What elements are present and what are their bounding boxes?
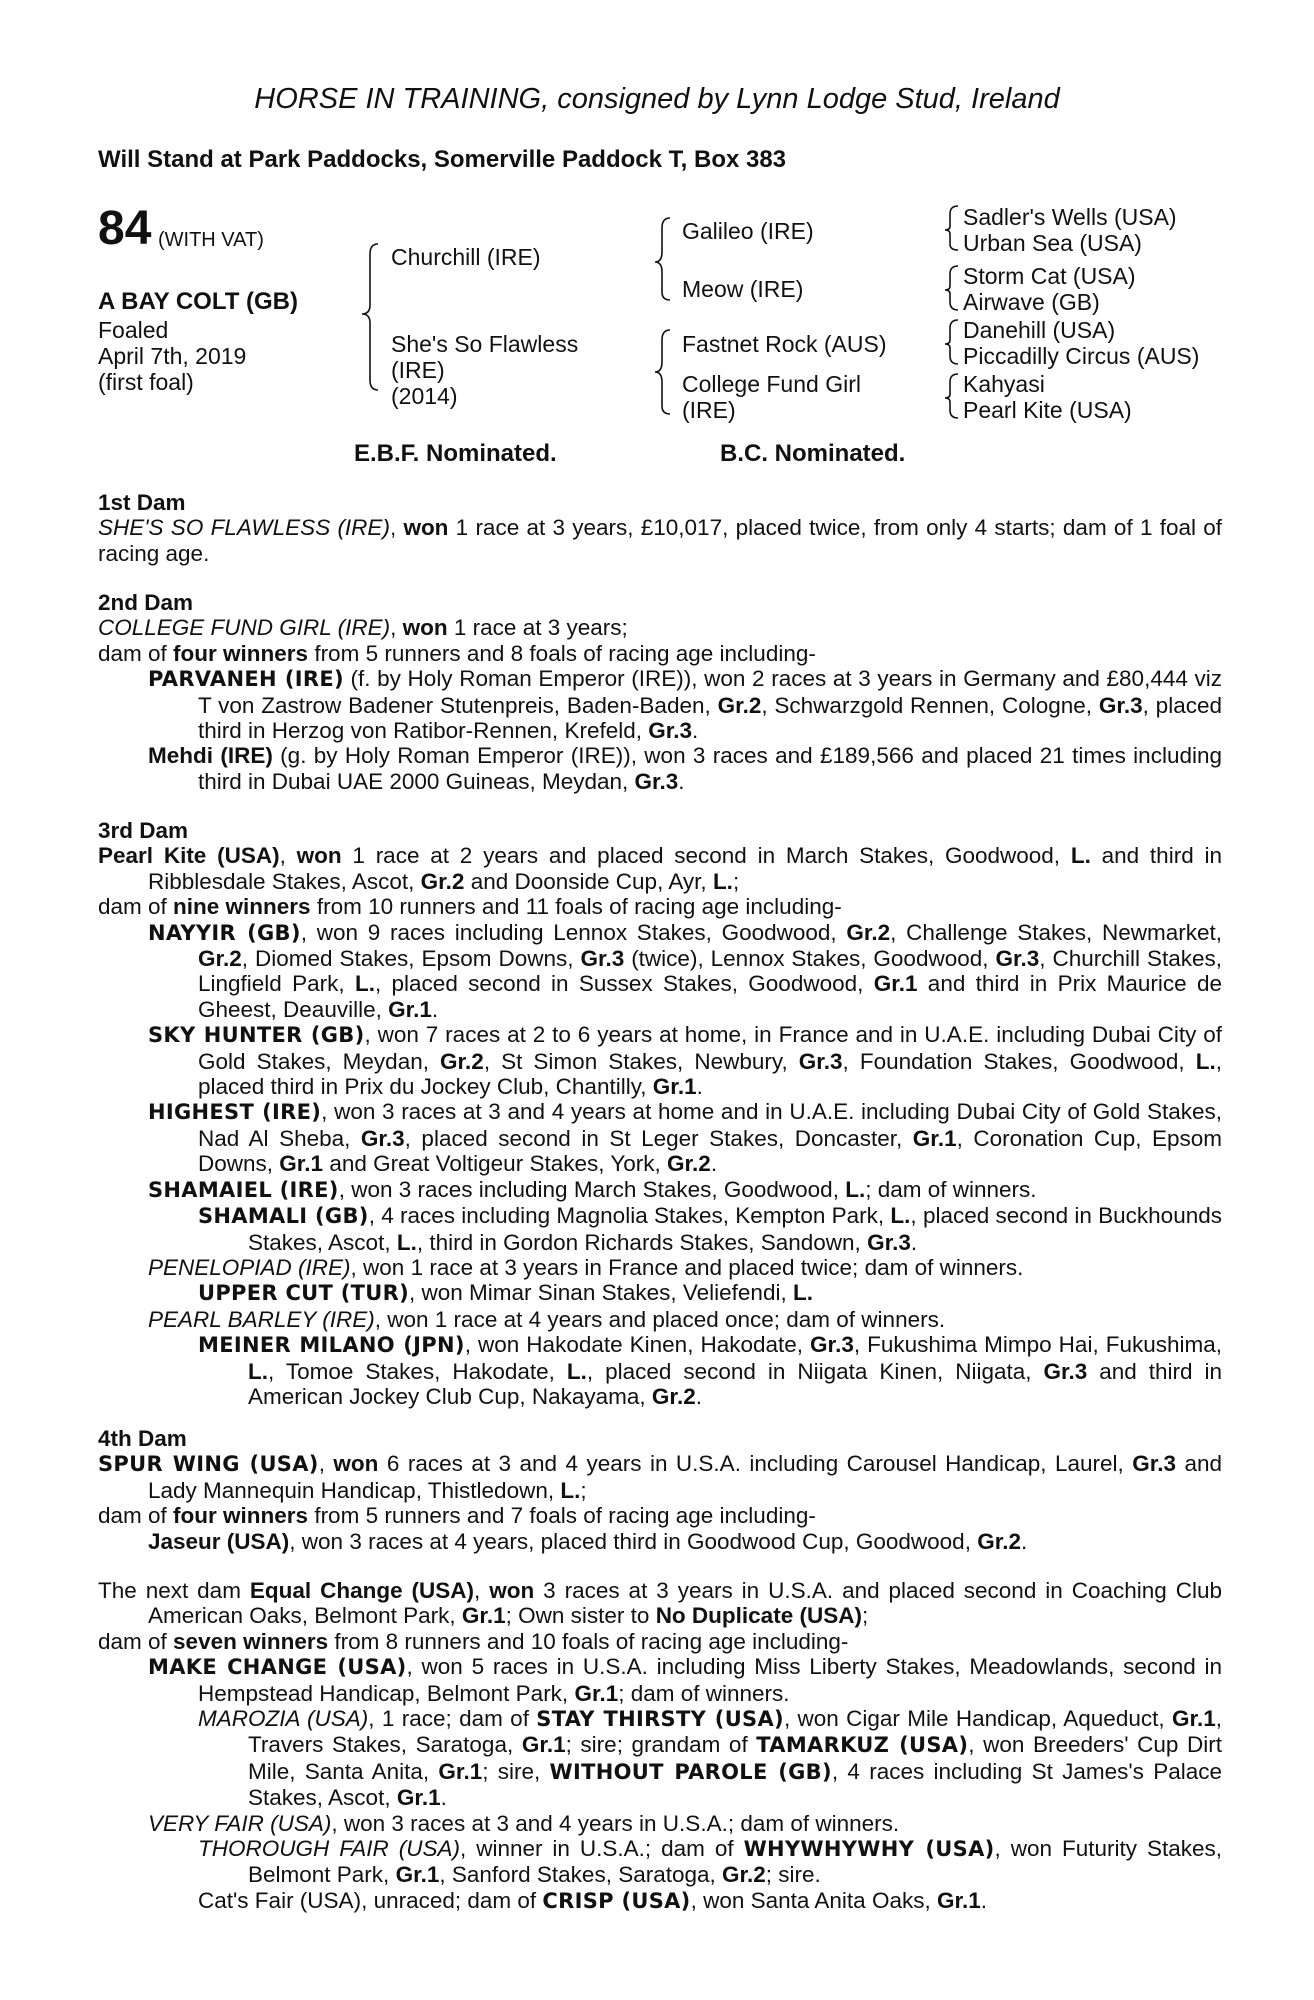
produce-name: CRISP (USA): [542, 1888, 691, 1913]
grade: Gr.2: [667, 1151, 711, 1177]
next-dam-intro: The next dam: [98, 1578, 250, 1603]
second-dam-won: won: [402, 615, 448, 641]
produce-shamaiel: [98, 1177, 1222, 1203]
fourth-dam-of-suffix: from 5 runners and 7 foals of racing age including-: [308, 1503, 816, 1529]
second-dam-of-suffix: from 5 runners and 8 foals of racing age including-: [308, 640, 816, 666]
fourth-dam-winners: four winners: [173, 1503, 309, 1529]
produce-parvaneh: [98, 666, 1222, 743]
fourth-dam-won: won: [333, 1451, 379, 1477]
produce-name: SKY HUNTER (GB): [148, 1023, 365, 1048]
produce-name: PEARL BARLEY (IRE): [148, 1306, 375, 1332]
pedigree-brace-gen3-3: [945, 320, 958, 364]
produce-text: , won Santa Anita Oaks,: [690, 1887, 937, 1913]
pedigree-sire: Churchill (IRE): [391, 244, 541, 270]
produce-text: and third in Prix Maurice de Gheest, Deauville,: [198, 971, 1222, 1022]
fourth-dam-text: and Lady Mannequin Handicap, Thistledown,: [148, 1451, 1222, 1503]
produce-name: NAYYIR (GB): [148, 920, 301, 945]
pedigree-sire-sire: Galileo (IRE): [682, 218, 814, 244]
produce-name: PARVANEH (IRE): [148, 667, 344, 692]
first-dam-name: SHE'S SO FLAWLESS (IRE): [98, 515, 390, 541]
grade: Gr.2: [440, 1048, 484, 1074]
pedigree-brace-gen3-2: [945, 266, 958, 310]
fourth-dam-of-prefix: dam of: [98, 1503, 174, 1529]
third-dam-section: 3rd Dam Pearl Kite (USA), won 1 race at 2 years and placed second in March Stakes, Goodwood, L. and third in Ribblesdale Stakes, Ascot, Gr.2 and Doonside Cup, Ayr, L.; dam of nine winners from 10 runners and 11 foals of racing age including- NAYYIR (GB), won 9 races including Lennox Stakes, Goodwood, Gr.2, Challenge Stakes, Newmarket, Gr.2, Diomed Stakes, Epsom Downs, Gr.3 (twice), Lennox Stakes, Goodwood, Gr.3, Churchill Stakes, Lingfield Park, L., placed second in Sussex Stakes, Goodwood, Gr.1 and third in Prix Maurice de Gheest, Deauville, Gr.1. SKY HUNTER (GB), won 7 races at 2 to 6 years at home, in France and in U.A.E. including Dubai City of Gold Stakes, Meydan, Gr.2, St Simon Stakes, Newbury, Gr.3, Foundation Stakes, Goodwood, L., placed third in Prix du Jockey Club, Chantilly, Gr.1. HIGHEST (IRE), won 3 races at 3 and 4 years at home and in U.A.E. including Dubai City of Gold Stakes, Nad Al Sheba, Gr.3, placed second in St Leger Stakes, Doncaster, Gr.1, Coronation Cup, Epsom Downs, Gr.1 and Great Voltigeur Stakes, York, Gr.2. SHAMAIEL (IRE), won 3 races including March Stakes, Goodwood, L.; dam of winners. SHAMALI (GB), 4 races including Magnolia Stakes, Kempton Park, L., placed second in Buckhounds Stakes, Ascot, L., third in Gordon Richards Stakes, Sandown, Gr.3. PENELOPIAD (IRE), won 1 race at 3 years in France and placed twice; dam of winners. UPPER CUT (TUR), won Mimar Sinan Stakes, Veliefendi, L. PEARL BARLEY (IRE), won 1 race at 4 years and placed once; dam of winners. MEINER MILANO (JPN), won Hakodate Kinen, Hakodate, Gr.3, Fukushima Mimpo Hai, Fukushima, L., Tomoe Stakes, Hakodate, L., placed second in Niigata Kinen, Niigata, Gr.3 and third in American Jockey Club Cup, Nakayama, Gr.2.: [98, 818, 1223, 1409]
pedigree-gen3-4: Airwave (GB): [963, 289, 1100, 315]
produce-text: , won 7 races at 2 to 6 years at home, in France and in U.A.E. including Dubai City of Gold Stakes, Meydan,: [198, 1022, 1222, 1074]
produce-thorough-fair: [98, 1836, 1222, 1888]
grade: Gr.1: [521, 1732, 566, 1758]
produce-text: (g. by Holy Roman Emperor (IRE)), won 3 races and £189,566 and placed 21 times including third in Dubai UAE 2000 Guineas, Meydan,: [198, 743, 1222, 794]
produce-name: WHYWHYWHY (USA): [743, 1837, 995, 1862]
pedigree-brace-gen3-1: [945, 206, 958, 250]
produce-text: , placed third in Prix du Jockey Club, Chantilly,: [198, 1048, 1222, 1100]
produce-name: TAMARKUZ (USA): [756, 1733, 969, 1758]
fourth-dam-name: SPUR WING (USA): [98, 1452, 319, 1477]
next-dam-of-prefix: dam of: [98, 1628, 174, 1654]
second-dam-name: COLLEGE FUND GIRL (IRE): [98, 615, 391, 641]
second-dam-of-prefix: dam of: [98, 640, 174, 666]
grade: Gr.1: [396, 1785, 441, 1811]
produce-text: ; sire.: [765, 1862, 821, 1888]
fourth-dam-section: 4th Dam SPUR WING (USA), won 6 races at 3 and 4 years in U.S.A. including Carousel Handicap, Laurel, Gr.3 and Lady Mannequin Handicap, Thistledown, L.; dam of four winners from 5 runners and 7 foals of racing age including- Jaseur (USA), won 3 races at 4 years, placed third in Goodwood Cup, Goodwood, Gr.2.: [98, 1426, 1222, 1554]
produce-text: ; dam of winners.: [618, 1680, 790, 1706]
produce-name: SHAMAIEL (IRE): [148, 1177, 339, 1202]
produce-text: , won 3 races at 3 and 4 years in U.S.A.; dam of winners.: [331, 1810, 900, 1836]
pedigree-dam-line3: (2014): [391, 383, 458, 409]
produce-text: .: [692, 718, 699, 744]
produce-text: .: [696, 1074, 703, 1100]
produce-text: , Foundation Stakes, Goodwood,: [842, 1048, 1196, 1074]
third-dam-of-suffix: from 10 runners and 11 foals of racing age including-: [310, 894, 842, 920]
pedigree-dam-dam-line1: College Fund Girl: [682, 371, 861, 397]
first-dam-won: won: [403, 515, 449, 541]
page-title: HORSE IN TRAINING, consigned by Lynn Lodge Stud, Ireland: [254, 83, 1060, 115]
grade: Gr.2: [977, 1528, 1021, 1554]
grade: Gr.3: [1043, 1358, 1088, 1384]
foaled-date: April 7th, 2019: [98, 343, 247, 369]
pedigree-gen3-7: Kahyasi: [963, 371, 1045, 397]
produce-make-change: [98, 1654, 1222, 1706]
produce-name: THOROUGH FAIR (USA): [198, 1836, 460, 1862]
grade: Gr.1: [1171, 1706, 1216, 1732]
fourth-dam-heading: 4th Dam: [98, 1426, 187, 1451]
first-dam-text: 1 race at 3 years, £10,017, placed twice, from only 4 starts; dam of 1 foal of racing age.: [98, 515, 1222, 566]
pedigree-gen3-6: Piccadilly Circus (AUS): [963, 343, 1200, 369]
lot-description: A BAY COLT (GB): [98, 288, 299, 315]
produce-text: (f. by Holy Roman Emperor (IRE)), won 2 races at 3 years in Germany and £80,444 viz T von Zastrow Badener Stutenpreis, Baden-Baden,: [198, 666, 1222, 718]
produce-penelopiad: [98, 1255, 1222, 1280]
grade: Gr.1: [438, 1758, 483, 1784]
produce-text: , Diomed Stakes, Epsom Downs,: [241, 946, 581, 972]
grade: Gr.2: [651, 1383, 696, 1409]
grade: Gr.1: [388, 996, 432, 1022]
third-dam-text: ;: [732, 868, 740, 894]
produce-name: UPPER CUT (TUR): [198, 1281, 410, 1306]
pedigree-gen3-3: Storm Cat (USA): [963, 263, 1136, 289]
grade: Gr.3: [1098, 692, 1143, 718]
produce-very-fair: [98, 1811, 1222, 1836]
next-dam-text: 3 races at 3 years in U.S.A. and placed second in Coaching Club American Oaks, Belmont Park,: [148, 1578, 1222, 1629]
grade: L.: [396, 1229, 417, 1255]
next-dam-of-suffix: from 8 runners and 10 foals of racing age including-: [328, 1628, 849, 1654]
produce-name: MAROZIA (USA): [198, 1706, 369, 1732]
pedigree-gen3-2: Urban Sea (USA): [963, 230, 1142, 256]
grade: Gr.1: [873, 971, 918, 997]
grade: Gr.3: [634, 768, 679, 794]
grade: Gr.3: [360, 1125, 405, 1151]
vat-label: (WITH VAT): [158, 229, 264, 251]
third-dam-text: and third in Ribblesdale Stakes, Ascot,: [148, 843, 1222, 894]
grade: Gr.1: [652, 1074, 697, 1100]
pedigree-brace-sire: [655, 218, 670, 300]
produce-meiner-milano: [98, 1332, 1222, 1409]
first-foal-note: (first foal): [98, 369, 194, 395]
produce-sky-hunter: [98, 1022, 1222, 1099]
grade: L.: [1070, 843, 1091, 869]
produce-text: , winner in U.S.A.; dam of: [459, 1836, 744, 1862]
produce-name: HIGHEST (IRE): [148, 1100, 322, 1125]
produce-text: , won Cigar Mile Handicap, Aqueduct,: [783, 1706, 1172, 1732]
produce-shamali: [98, 1203, 1222, 1255]
grade: Gr.1: [395, 1862, 440, 1888]
produce-text: ; sire,: [482, 1758, 550, 1784]
produce-pearl-barley: [98, 1307, 1222, 1332]
produce-text: , placed second in Buckhounds Stakes, Ascot,: [248, 1203, 1222, 1255]
produce-text: , Tomoe Stakes, Hakodate,: [268, 1358, 567, 1384]
pedigree-brace-gen3-4: [945, 374, 958, 418]
produce-upper-cut: [98, 1280, 1222, 1306]
grade: L.: [712, 868, 733, 894]
produce-text: , Travers Stakes, Saratoga,: [248, 1706, 1222, 1758]
produce-text: , won Mimar Sinan Stakes, Veliefendi,: [409, 1280, 793, 1306]
produce-text: , 4 races including St James's Palace Stakes, Ascot,: [248, 1758, 1222, 1811]
grade: L.: [248, 1358, 268, 1384]
produce-text: , won Breeders' Cup Dirt Mile, Santa Anita,: [248, 1732, 1222, 1784]
produce-text: , Sanford Stakes, Saratoga,: [439, 1862, 723, 1888]
fourth-dam-text: 6 races at 3 and 4 years in U.S.A. including Carousel Handicap, Laurel,: [378, 1451, 1133, 1477]
produce-highest: [98, 1099, 1222, 1176]
grade: L.: [792, 1280, 813, 1306]
second-dam-section: 2nd Dam COLLEGE FUND GIRL (IRE), won 1 race at 3 years; dam of four winners from 5 runners and 8 foals of racing age including- PARVANEH (IRE) (f. by Holy Roman Emperor (IRE)), won 2 races at 3 years in Germany and £80,444 viz T von Zastrow Badener Stutenpreis, Baden-Baden, Gr.2, Schwarzgold Rennen, Cologne, Gr.3, placed third in Herzog von Ratibor-Rennen, Krefeld, Gr.3. Mehdi (IRE) (g. by Holy Roman Emperor (IRE)), won 3 races and £189,566 and placed 21 times including third in Dubai UAE 2000 Guineas, Meydan, Gr.3.: [98, 590, 1222, 794]
produce-text: , unraced; dam of: [361, 1887, 543, 1913]
produce-text: , Schwarzgold Rennen, Cologne,: [761, 692, 1099, 718]
pedigree-gen3-1: Sadler's Wells (USA): [963, 204, 1177, 230]
produce-text: , won 9 races including Lennox Stakes, Goodwood,: [300, 919, 847, 945]
pedigree-dam-sire: Fastnet Rock (AUS): [682, 331, 887, 357]
third-dam-text: and Doonside Cup, Ayr,: [464, 868, 713, 894]
produce-text: , Fukushima Mimpo Hai, Fukushima,: [853, 1332, 1222, 1358]
produce-name: Jaseur (USA): [148, 1528, 290, 1554]
produce-mehdi: [98, 743, 1222, 794]
produce-text: .: [910, 1229, 918, 1255]
produce-nayyir: [98, 920, 1222, 1023]
third-dam-of-prefix: dam of: [98, 894, 174, 920]
produce-text: (twice), Lennox Stakes, Goodwood,: [624, 946, 996, 972]
grade: L.: [890, 1203, 911, 1229]
produce-text: , placed second in St Leger Stakes, Doncaster,: [404, 1125, 913, 1151]
produce-text: , Challenge Stakes, Newmarket,: [890, 919, 1222, 945]
produce-name: SHAMALI (GB): [198, 1204, 369, 1229]
produce-text: , placed second in Sussex Stakes, Goodwood,: [374, 971, 874, 997]
bc-nomination: B.C. Nominated.: [720, 440, 906, 467]
grade: L.: [566, 1358, 587, 1384]
second-dam-heading: 2nd Dam: [98, 590, 194, 615]
produce-text: , won Hakodate Kinen, Hakodate,: [464, 1332, 811, 1358]
grade: Gr.2: [420, 868, 465, 894]
produce-text: , won 1 race at 4 years and placed once; dam of winners.: [374, 1306, 946, 1332]
produce-text: , placed third in Herzog von Ratibor-Rennen, Krefeld,: [198, 692, 1222, 744]
produce-text: and Great Voltigeur Stakes, York,: [323, 1151, 668, 1177]
produce-text: ; sire; grandam of: [565, 1732, 757, 1758]
produce-cats-fair: [98, 1888, 1222, 1914]
next-dam-text: ;: [861, 1603, 869, 1629]
next-dam-section: The next dam Equal Change (USA), won 3 races at 3 years in U.S.A. and placed second in Coaching Club American Oaks, Belmont Park, Gr.1; Own sister to No Duplicate (USA); dam of seven winners from 8 runners and 10 foals of racing age including- MAKE CHANGE (USA), won 5 races in U.S.A. including Miss Liberty Stakes, Meadowlands, second in Hempstead Handicap, Belmont Park, Gr.1; dam of winners. MAROZIA (USA), 1 race; dam of STAY THIRSTY (USA), won Cigar Mile Handicap, Aqueduct, Gr.1, Travers Stakes, Saratoga, Gr.1; sire; grandam of TAMARKUZ (USA), won Breeders' Cup Dirt Mile, Santa Anita, Gr.1; sire, WITHOUT PAROLE (GB), 4 races including St James's Palace Stakes, Ascot, Gr.1. VERY FAIR (USA), won 3 races at 3 and 4 years in U.S.A.; dam of winners. THOROUGH FAIR (USA), winner in U.S.A.; dam of WHYWHYWHY (USA), won Futurity Stakes, Belmont Park, Gr.1, Sanford Stakes, Saratoga, Gr.2; sire. Cat's Fair (USA), unraced; dam of CRISP (USA), won Santa Anita Oaks, Gr.1.: [98, 1578, 1222, 1913]
produce-text: .: [678, 768, 685, 794]
third-dam-heading: 3rd Dam: [98, 818, 189, 843]
produce-text: .: [431, 996, 439, 1022]
produce-name: STAY THIRSTY (USA): [536, 1707, 784, 1732]
foaled-label: Foaled: [98, 317, 169, 343]
fourth-dam-text: ;: [580, 1477, 587, 1503]
pedigree-brace-gen1: [362, 244, 378, 390]
next-dam-won: won: [489, 1578, 535, 1603]
grade: L.: [845, 1176, 866, 1202]
pedigree-dam-dam-line2: (IRE): [682, 397, 736, 423]
grade: Gr.3: [648, 718, 693, 744]
produce-text: , 1 race; dam of: [368, 1706, 537, 1732]
produce-text: , won 3 races at 4 years, placed third in Goodwood Cup, Goodwood,: [289, 1528, 978, 1554]
grade: L.: [560, 1477, 581, 1503]
pedigree-gen3-5: Danehill (USA): [963, 317, 1116, 343]
produce-name: MAKE CHANGE (USA): [148, 1655, 407, 1680]
first-dam-section: 1st Dam SHE'S SO FLAWLESS (IRE), won 1 race at 3 years, £10,017, placed twice, from only 4 starts; dam of 1 foal of racing age.: [98, 490, 1222, 566]
produce-text: , third in Gordon Richards Stakes, Sandown,: [416, 1229, 868, 1255]
produce-text: ; dam of winners.: [865, 1176, 1037, 1202]
produce-name: Mehdi (IRE): [148, 743, 273, 769]
next-dam-name: Equal Change (USA): [249, 1578, 475, 1603]
third-dam-winners: nine winners: [173, 894, 311, 920]
grade: Gr.1: [936, 1887, 981, 1913]
grade: Gr.3: [995, 946, 1040, 972]
produce-text: , won 3 races at 3 and 4 years at home and in U.A.E. including Dubai City of Gold Stakes, Nad Al Sheba,: [198, 1099, 1223, 1151]
grade: Gr.1: [279, 1151, 324, 1177]
produce-text: , won 3 races including March Stakes, Goodwood,: [338, 1176, 846, 1202]
grade: Gr.2: [198, 946, 242, 972]
grade: Gr.2: [722, 1862, 766, 1888]
third-dam-name: Pearl Kite (USA): [98, 843, 280, 869]
third-dam-won: won: [296, 843, 342, 869]
produce-name: VERY FAIR (USA): [148, 1810, 332, 1836]
produce-jaseur: [98, 1529, 1222, 1554]
first-dam-heading: 1st Dam: [98, 490, 186, 515]
produce-name: WITHOUT PAROLE (GB): [549, 1759, 832, 1784]
produce-name: MEINER MILANO (JPN): [198, 1333, 465, 1358]
produce-text: , won Futurity Stakes, Belmont Park,: [248, 1836, 1222, 1888]
grade: Gr.3: [867, 1229, 911, 1255]
pedigree-dam-line2: (IRE): [391, 357, 445, 383]
ebf-nomination: E.B.F. Nominated.: [354, 440, 557, 467]
grade: Gr.1: [574, 1680, 619, 1706]
stand-location: Will Stand at Park Paddocks, Somerville Paddock T, Box 383: [98, 146, 787, 173]
grade: Gr.3: [810, 1332, 854, 1358]
produce-text: , placed second in Niigata Kinen, Niigata,: [586, 1358, 1044, 1384]
produce-text: .: [695, 1383, 702, 1409]
produce-text: , won 1 race at 3 years in France and placed twice; dam of winners.: [350, 1254, 1024, 1280]
grade: Gr.3: [580, 946, 625, 972]
produce-text: , Coronation Cup, Epsom Downs,: [198, 1125, 1222, 1177]
pedigree-brace-dam: [655, 330, 670, 414]
second-dam-text: 1 race at 3 years;: [447, 615, 628, 641]
produce-text: and third in American Jockey Club Cup, Nakayama,: [248, 1358, 1222, 1409]
grade: Gr.1: [461, 1603, 506, 1629]
pedigree-dam-line1: She's So Flawless: [391, 331, 579, 357]
produce-text: , won 5 races in U.S.A. including Miss Liberty Stakes, Meadowlands, second in Hempstead Handicap, Belmont Park,: [198, 1654, 1222, 1706]
grade: Gr.3: [1132, 1451, 1176, 1477]
produce-text: .: [980, 1887, 988, 1913]
produce-text: , 4 races including Magnolia Stakes, Kempton Park,: [368, 1203, 891, 1229]
produce-text: .: [440, 1785, 447, 1811]
produce-name: Cat's Fair (USA): [198, 1887, 362, 1913]
next-dam-text: ; Own sister to: [505, 1603, 656, 1629]
next-dam-winners: seven winners: [173, 1628, 329, 1654]
grade: Gr.3: [798, 1048, 843, 1074]
lot-number: 84: [98, 202, 152, 255]
produce-text: , Churchill Stakes, Lingfield Park,: [198, 946, 1222, 997]
grade: Gr.2: [717, 692, 762, 718]
produce-name: PENELOPIAD (IRE): [148, 1254, 351, 1280]
produce-marozia: [98, 1706, 1222, 1811]
produce-text: .: [710, 1151, 718, 1177]
produce-text: .: [1020, 1528, 1028, 1554]
produce-text: , St Simon Stakes, Newbury,: [483, 1048, 799, 1074]
pedigree-sire-dam: Meow (IRE): [682, 276, 804, 302]
grade: L.: [354, 971, 375, 997]
third-dam-text: 1 race at 2 years and placed second in March Stakes, Goodwood,: [341, 843, 1071, 869]
next-dam-sister: No Duplicate (USA): [655, 1603, 862, 1629]
grade: L.: [1195, 1048, 1216, 1074]
pedigree-gen3-8: Pearl Kite (USA): [963, 397, 1132, 423]
second-dam-winners: four winners: [173, 640, 309, 666]
grade: Gr.2: [846, 919, 891, 945]
grade: Gr.1: [912, 1125, 957, 1151]
